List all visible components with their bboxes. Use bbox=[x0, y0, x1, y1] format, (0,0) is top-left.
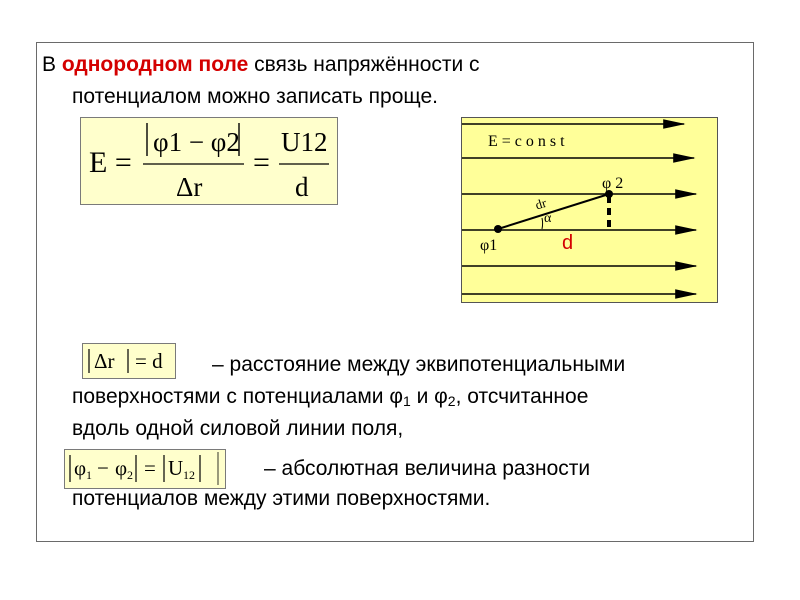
field-lines-svg bbox=[462, 118, 719, 304]
formula-numerator-1: φ1 − φ2 bbox=[153, 127, 240, 157]
svg-text:=: = bbox=[144, 456, 156, 480]
paragraph-1-line-1 bbox=[42, 52, 480, 78]
paragraph-3-line-1: – абсолютная величина разности bbox=[264, 457, 591, 480]
main-formula bbox=[80, 117, 338, 205]
paragraph-2-line-1: – расстояние между эквипотенциальными bbox=[212, 353, 626, 376]
p2-text-b: и φ bbox=[410, 385, 448, 408]
paragraph-1-highlight: однородном поле bbox=[61, 53, 249, 76]
formula-dr-equals-d bbox=[82, 343, 176, 379]
paragraph-1-rest: связь напряжённости с bbox=[248, 53, 480, 76]
svg-text:1: 1 bbox=[86, 468, 92, 482]
formula-abs-difference bbox=[64, 449, 226, 489]
label-E-const: E = c o n s t bbox=[488, 133, 565, 150]
paragraph-2-line-3: вдоль одной силовой линии поля, bbox=[72, 417, 404, 440]
point-phi1 bbox=[494, 225, 502, 233]
formula-denominator-1: Δr bbox=[176, 172, 203, 202]
svg-text:φ: φ bbox=[74, 456, 87, 480]
formula-denominator-2: d bbox=[295, 172, 309, 202]
p2-text-c: , отсчитанное bbox=[455, 385, 589, 408]
displacement-vector bbox=[498, 194, 609, 229]
p2-text-a: поверхностями с потенциалами φ bbox=[72, 385, 403, 408]
label-phi2: φ 2 bbox=[602, 175, 624, 192]
formula-numerator-2: U12 bbox=[281, 127, 328, 157]
svg-text:φ: φ bbox=[115, 456, 128, 480]
p2-sub-1: 1 bbox=[402, 393, 411, 409]
paragraph-2-line-2 bbox=[72, 384, 588, 414]
p2-sub-2: 2 bbox=[447, 393, 456, 409]
svg-text:12: 12 bbox=[183, 468, 195, 482]
svg-text:U: U bbox=[168, 456, 184, 480]
paragraph-1-line-2: потенциалом можно записать проще. bbox=[72, 85, 438, 108]
paragraph-1-prefix: В bbox=[42, 53, 62, 76]
paragraph-3-line-2: потенциалов между этими поверхностями. bbox=[72, 487, 491, 510]
svg-text:−: − bbox=[97, 456, 109, 480]
field-diagram bbox=[461, 117, 718, 303]
svg-text:= d: = d bbox=[135, 349, 163, 373]
label-d: d bbox=[562, 232, 574, 254]
formula-lhs: E = bbox=[89, 146, 132, 179]
svg-text:2: 2 bbox=[127, 468, 133, 482]
label-alpha: α bbox=[544, 211, 552, 226]
main-formula-graphic bbox=[81, 118, 337, 204]
svg-text:Δr: Δr bbox=[94, 349, 115, 373]
label-dr: dr bbox=[533, 195, 549, 213]
label-phi1: φ1 bbox=[480, 237, 498, 254]
formula-equals: = bbox=[253, 146, 270, 179]
